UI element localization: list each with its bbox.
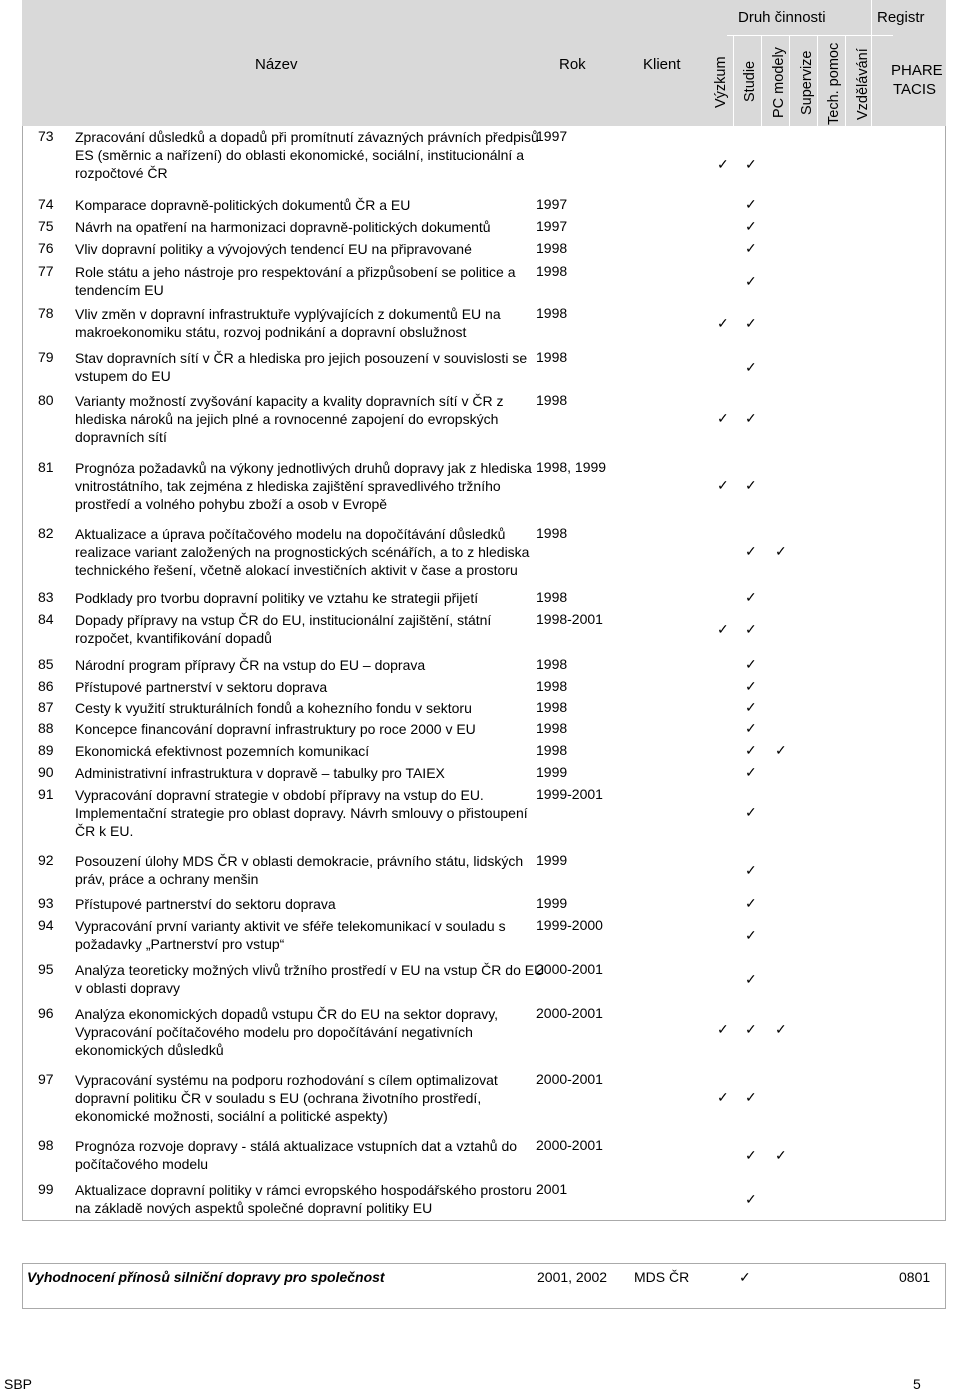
check-mark-icon: ✓ (745, 273, 757, 289)
row-title: Národní program přípravy ČR na vstup do EU – doprava (75, 657, 426, 673)
row-year: 1998 (536, 699, 568, 715)
check-mark-icon: ✓ (717, 1021, 729, 1037)
check-mark-icon: ✓ (745, 656, 757, 672)
check-mark-icon: ✓ (745, 927, 757, 943)
row-number: 90 (38, 764, 54, 780)
check-mark-icon: ✓ (745, 764, 757, 780)
row-number: 88 (38, 720, 54, 736)
check-mark-icon: ✓ (717, 621, 729, 637)
check-mark-icon: ✓ (717, 1089, 729, 1105)
row-number: 85 (38, 656, 54, 672)
row-number: 79 (38, 349, 54, 365)
row-number: 98 (38, 1137, 54, 1153)
row-year: 1998 (536, 589, 568, 605)
row-year: 1999 (536, 895, 568, 911)
header-tech-pomoc: Tech. pomoc (826, 42, 842, 125)
header-tacis: TACIS (893, 81, 937, 98)
check-mark-icon: ✓ (775, 1147, 787, 1163)
header-supervize: Supervize (799, 50, 815, 115)
header-separator (789, 35, 790, 126)
check-mark-icon: ✓ (745, 196, 757, 212)
check-mark-icon: ✓ (775, 1021, 787, 1037)
row-number: 81 (38, 459, 54, 475)
row-title: Vypracování první varianty aktivit ve sféře telekomunikací v souladu s požadavky „Partnerství pro vstup“ (75, 918, 506, 952)
row-number: 96 (38, 1005, 54, 1021)
check-mark-icon: ✓ (745, 315, 757, 331)
row-number: 73 (38, 128, 54, 144)
row-title: Vliv změn v dopravní infrastruktuře vyplývajících z dokumentů EU na makroekonomiku státu, rozvoj podnikání a dopravní obslužnost (75, 306, 501, 340)
check-mark-icon: ✓ (745, 543, 757, 559)
check-mark-icon: ✓ (717, 315, 729, 331)
footer-table (22, 1263, 946, 1309)
row-number: 94 (38, 917, 54, 933)
row-year: 1999 (536, 852, 568, 868)
check-mark-icon: ✓ (745, 971, 757, 987)
row-number: 80 (38, 392, 54, 408)
row-number: 91 (38, 786, 54, 802)
row-year: 1998 (536, 525, 568, 541)
header-phare: PHARE (891, 62, 943, 79)
row-year: 2000-2001 (536, 1071, 603, 1087)
row-title: Návrh na opatření na harmonizaci dopravně-politických dokumentů (75, 219, 491, 235)
footer-client: MDS ČR (634, 1269, 690, 1285)
row-title: Role státu a jeho nástroje pro respektování a přizpůsobení se politice a tendencím EU (75, 264, 516, 298)
row-title: Aktualizace a úprava počítačového modelu na dopočítávání důsledků realizace variant založených na prognostických scénářích, a to z hlediska technického řešení, včetně alokací investičních aktivit v čase a prostoru (75, 526, 530, 578)
check-mark-icon: ✓ (745, 359, 757, 375)
footer-code: 0801 (899, 1269, 931, 1285)
header-vyzkum: Výzkum (713, 56, 729, 108)
row-year: 1998 (536, 656, 568, 672)
row-number: 97 (38, 1071, 54, 1087)
footer-title: Vyhodnocení přínosů silniční dopravy pro společnost (27, 1269, 385, 1285)
check-mark-icon: ✓ (717, 156, 729, 172)
check-mark-icon: ✓ (745, 804, 757, 820)
row-title: Prognóza rozvoje dopravy - stálá aktualizace vstupních dat a vztahů do počítačového modelu (75, 1138, 518, 1172)
row-year: 1998-2001 (536, 611, 603, 627)
page-footer-left: SBP (4, 1376, 33, 1392)
header-druh-cinnosti: Druh činnosti (738, 9, 826, 26)
check-mark-icon: ✓ (745, 218, 757, 234)
row-year: 1998, 1999 (536, 459, 607, 475)
row-title: Stav dopravních sítí v ČR a hlediska pro jejich posouzení v souvislosti se vstupem do EU (75, 350, 528, 384)
row-year: 1998 (536, 240, 568, 256)
row-title: Cesty k využití strukturálních fondů a kohezního fondu v sektoru (75, 700, 472, 716)
row-title: Ekonomická efektivnost pozemních komunikací (75, 743, 370, 759)
header-rok: Rok (559, 56, 586, 73)
row-year: 1999-2000 (536, 917, 603, 933)
footer-year: 2001, 2002 (537, 1269, 608, 1285)
header-studie: Studie (742, 60, 758, 102)
row-title: Dopady přípravy na vstup ČR do EU, institucionální zajištění, státní rozpočet, kvantifikování dopadů (75, 612, 492, 646)
header-pc-modely: PC modely (771, 47, 787, 118)
header-separator (817, 35, 818, 126)
check-mark-icon: ✓ (745, 678, 757, 694)
check-mark-icon: ✓ (745, 720, 757, 736)
row-year: 2001 (536, 1181, 568, 1197)
row-year: 1997 (536, 218, 568, 234)
row-year: 2000-2001 (536, 1005, 603, 1021)
row-title: Varianty možností zvyšování kapacity a kvality dopravních sítí v ČR z hlediska nároků na jejich plné a rovnocenné zapojení do evropských dopravních sítí (75, 393, 504, 445)
row-number: 78 (38, 305, 54, 321)
row-year: 2000-2001 (536, 1137, 603, 1153)
header-klient: Klient (643, 56, 681, 73)
check-mark-icon: ✓ (745, 589, 757, 605)
row-year: 2000-2001 (536, 961, 603, 977)
row-title: Aktualizace dopravní politiky v rámci evropského hospodářského prostoru na základě nových aspektů společné dopravní politiky EU (75, 1182, 532, 1216)
row-year: 1998 (536, 263, 568, 279)
row-number: 74 (38, 196, 54, 212)
row-title: Vliv dopravní politiky a vývojových tendencí EU na připravované (75, 241, 472, 257)
page-number: 5 (913, 1376, 921, 1392)
row-year: 1998 (536, 305, 568, 321)
footer-check: ✓ (739, 1269, 751, 1285)
row-title: Zpracování důsledků a dopadů při promítnutí závazných právních předpisů ES (směrnic a nařízení) do oblasti ekonomické, sociální, institucionální a rozpočtové ČR (75, 129, 539, 181)
row-year: 1998 (536, 392, 568, 408)
row-number: 75 (38, 218, 54, 234)
header-separator (871, 0, 872, 126)
check-mark-icon: ✓ (745, 410, 757, 426)
row-number: 93 (38, 895, 54, 911)
check-mark-icon: ✓ (745, 1191, 757, 1207)
row-number: 84 (38, 611, 54, 627)
check-mark-icon: ✓ (745, 699, 757, 715)
check-mark-icon: ✓ (745, 862, 757, 878)
row-title: Vypracování dopravní strategie v období přípravy na vstup do EU. Implementační strategie pro oblast dopravy. Návrh smlouvy o přistoupení ČR k EU. (75, 787, 528, 839)
row-title: Přístupové partnerství v sektoru doprava (75, 679, 328, 695)
row-number: 89 (38, 742, 54, 758)
check-mark-icon: ✓ (745, 1089, 757, 1105)
row-number: 95 (38, 961, 54, 977)
row-number: 77 (38, 263, 54, 279)
header-nazev: Název (255, 56, 298, 73)
row-number: 99 (38, 1181, 54, 1197)
check-mark-icon: ✓ (745, 477, 757, 493)
check-mark-icon: ✓ (717, 477, 729, 493)
row-title: Analýza ekonomických dopadů vstupu ČR do EU na sektor dopravy, Vypracování počítačového modelu pro dopočítávání negativních ekonomických důsledků (75, 1006, 499, 1058)
row-number: 86 (38, 678, 54, 694)
row-year: 1999 (536, 764, 568, 780)
check-mark-icon: ✓ (745, 895, 757, 911)
row-number: 83 (38, 589, 54, 605)
header-separator (761, 35, 762, 126)
row-year: 1998 (536, 349, 568, 365)
row-number: 92 (38, 852, 54, 868)
row-title: Podklady pro tvorbu dopravní politiky ve vztahu ke strategii přijetí (75, 590, 479, 606)
row-title: Koncepce financování dopravní infrastruktury po roce 2000 v EU (75, 721, 476, 737)
row-year: 1998 (536, 678, 568, 694)
row-title: Komparace dopravně-politických dokumentů ČR a EU (75, 197, 411, 213)
check-mark-icon: ✓ (717, 410, 729, 426)
row-number: 82 (38, 525, 54, 541)
check-mark-icon: ✓ (745, 742, 757, 758)
check-mark-icon: ✓ (745, 240, 757, 256)
row-title: Vypracování systému na podporu rozhodování s cílem optimalizovat dopravní politiku ČR v souladu s EU (ochrana životního prostředí, ekonomické možnosti, sociální a politické aspekty) (75, 1072, 498, 1124)
row-year: 1998 (536, 720, 568, 736)
header-vzdelavani: Vzdělávání (855, 48, 871, 120)
header-registr: Registr (877, 9, 925, 26)
row-number: 76 (38, 240, 54, 256)
row-title: Posouzení úlohy MDS ČR v oblasti demokracie, právního státu, lidských práv, práce a ochrany menšin (75, 853, 524, 887)
header-separator (845, 35, 846, 126)
row-year: 1998 (536, 742, 568, 758)
row-year: 1997 (536, 196, 568, 212)
check-mark-icon: ✓ (745, 1021, 757, 1037)
header-separator (733, 35, 734, 126)
check-mark-icon: ✓ (745, 621, 757, 637)
row-title: Administrativní infrastruktura v dopravě – tabulky pro TAIEX (75, 765, 445, 781)
row-year: 1999-2001 (536, 786, 603, 802)
row-title: Přístupové partnerství do sektoru doprava (75, 896, 336, 912)
check-mark-icon: ✓ (775, 543, 787, 559)
check-mark-icon: ✓ (745, 1147, 757, 1163)
check-mark-icon: ✓ (745, 156, 757, 172)
row-year: 1997 (536, 128, 568, 144)
row-number: 87 (38, 699, 54, 715)
row-title: Prognóza požadavků na výkony jednotlivých druhů dopravy jak z hlediska vnitrostátního, tak zejména z hlediska zajištění spravedlivého tržního prostředí a volného pohybu zboží a osob v Evropě (75, 460, 532, 512)
check-mark-icon: ✓ (775, 742, 787, 758)
row-title: Analýza teoreticky možných vlivů tržního prostředí v EU na vstup ČR do EU v oblasti dopravy (75, 962, 545, 996)
